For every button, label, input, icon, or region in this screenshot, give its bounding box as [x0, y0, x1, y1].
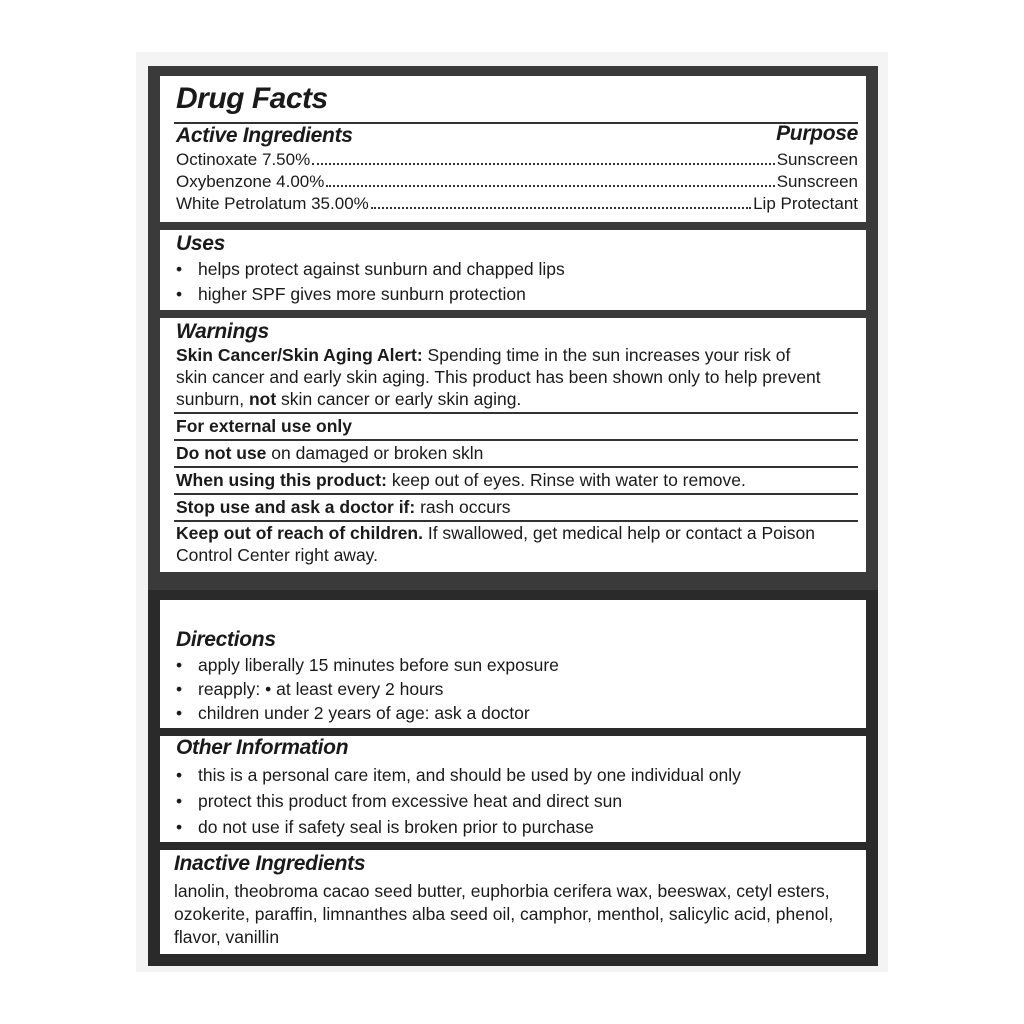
- inactive-ingredients-line: flavor, vanillin: [174, 927, 280, 947]
- keep-out-of-reach-warning: Keep out of reach of children. If swallowed, get medical help or contact a Poison: [176, 523, 815, 543]
- skin-cancer-alert-line3: sunburn, not skin cancer or early skin aging.: [176, 389, 522, 409]
- other-information-item: • this is a personal care item, and should be used by one individual only: [176, 764, 741, 786]
- other-information-item: • protect this product from excessive heat and direct sun: [176, 790, 622, 812]
- uses-item: • higher SPF gives more sunburn protection: [176, 283, 526, 305]
- warnings-divider: [174, 439, 858, 441]
- directions-item: • apply liberally 15 minutes before sun exposure: [176, 654, 559, 676]
- warnings-divider: [174, 493, 858, 495]
- keep-out-of-reach-line2: Control Center right away.: [176, 545, 378, 565]
- other-information-item: • do not use if safety seal is broken prior to purchase: [176, 816, 594, 838]
- drug-facts-title: Drug Facts: [176, 82, 328, 115]
- inactive-ingredients-line: lanolin, theobroma cacao seed butter, euphorbia cerifera wax, beeswax, cetyl esters,: [174, 881, 830, 901]
- warnings-divider: [174, 412, 858, 414]
- when-using-warning: When using this product: keep out of eyes. Rinse with water to remove.: [176, 470, 746, 490]
- stop-use-warning: Stop use and ask a doctor if: rash occurs: [176, 497, 511, 517]
- uses-item: • helps protect against sunburn and chapped lips: [176, 258, 565, 280]
- uses-header: Uses: [176, 232, 226, 255]
- active-row: White Petrolatum 35.00% Lip Protectant: [176, 194, 858, 213]
- directions-header: Directions: [176, 628, 276, 651]
- active-ingredients-header: Active Ingredients: [176, 124, 353, 147]
- warnings-panel: [160, 318, 866, 572]
- inactive-ingredients-panel: [160, 850, 866, 954]
- skin-cancer-alert-line2: skin cancer and early skin aging. This product has been shown only to help prevent: [176, 367, 821, 387]
- directions-item: • reapply: • at least every 2 hours: [176, 678, 443, 700]
- uses-panel: [160, 230, 866, 310]
- directions-panel: [160, 600, 866, 728]
- external-use-warning: For external use only: [176, 416, 353, 436]
- directions-item: • children under 2 years of age: ask a doctor: [176, 702, 530, 724]
- active-row: Oxybenzone 4.00% Sunscreen: [176, 172, 858, 191]
- inactive-ingredients-line: ozokerite, paraffin, limnanthes alba seed oil, camphor, menthol, salicylic acid, phenol,: [174, 904, 834, 924]
- do-not-use-warning: Do not use on damaged or broken skln: [176, 443, 484, 463]
- warnings-divider: [174, 466, 858, 468]
- other-information-panel: [160, 736, 866, 842]
- active-ingredients-panel: [160, 76, 866, 222]
- inactive-ingredients-header: Inactive Ingredients: [174, 852, 366, 875]
- skin-cancer-alert: Skin Cancer/Skin Aging Alert: Spending time in the sun increases your risk of: [176, 345, 791, 365]
- warnings-header: Warnings: [176, 320, 269, 343]
- other-information-header: Other Information: [176, 736, 349, 759]
- purpose-header: Purpose: [776, 122, 858, 145]
- active-row: Octinoxate 7.50% Sunscreen: [176, 150, 858, 169]
